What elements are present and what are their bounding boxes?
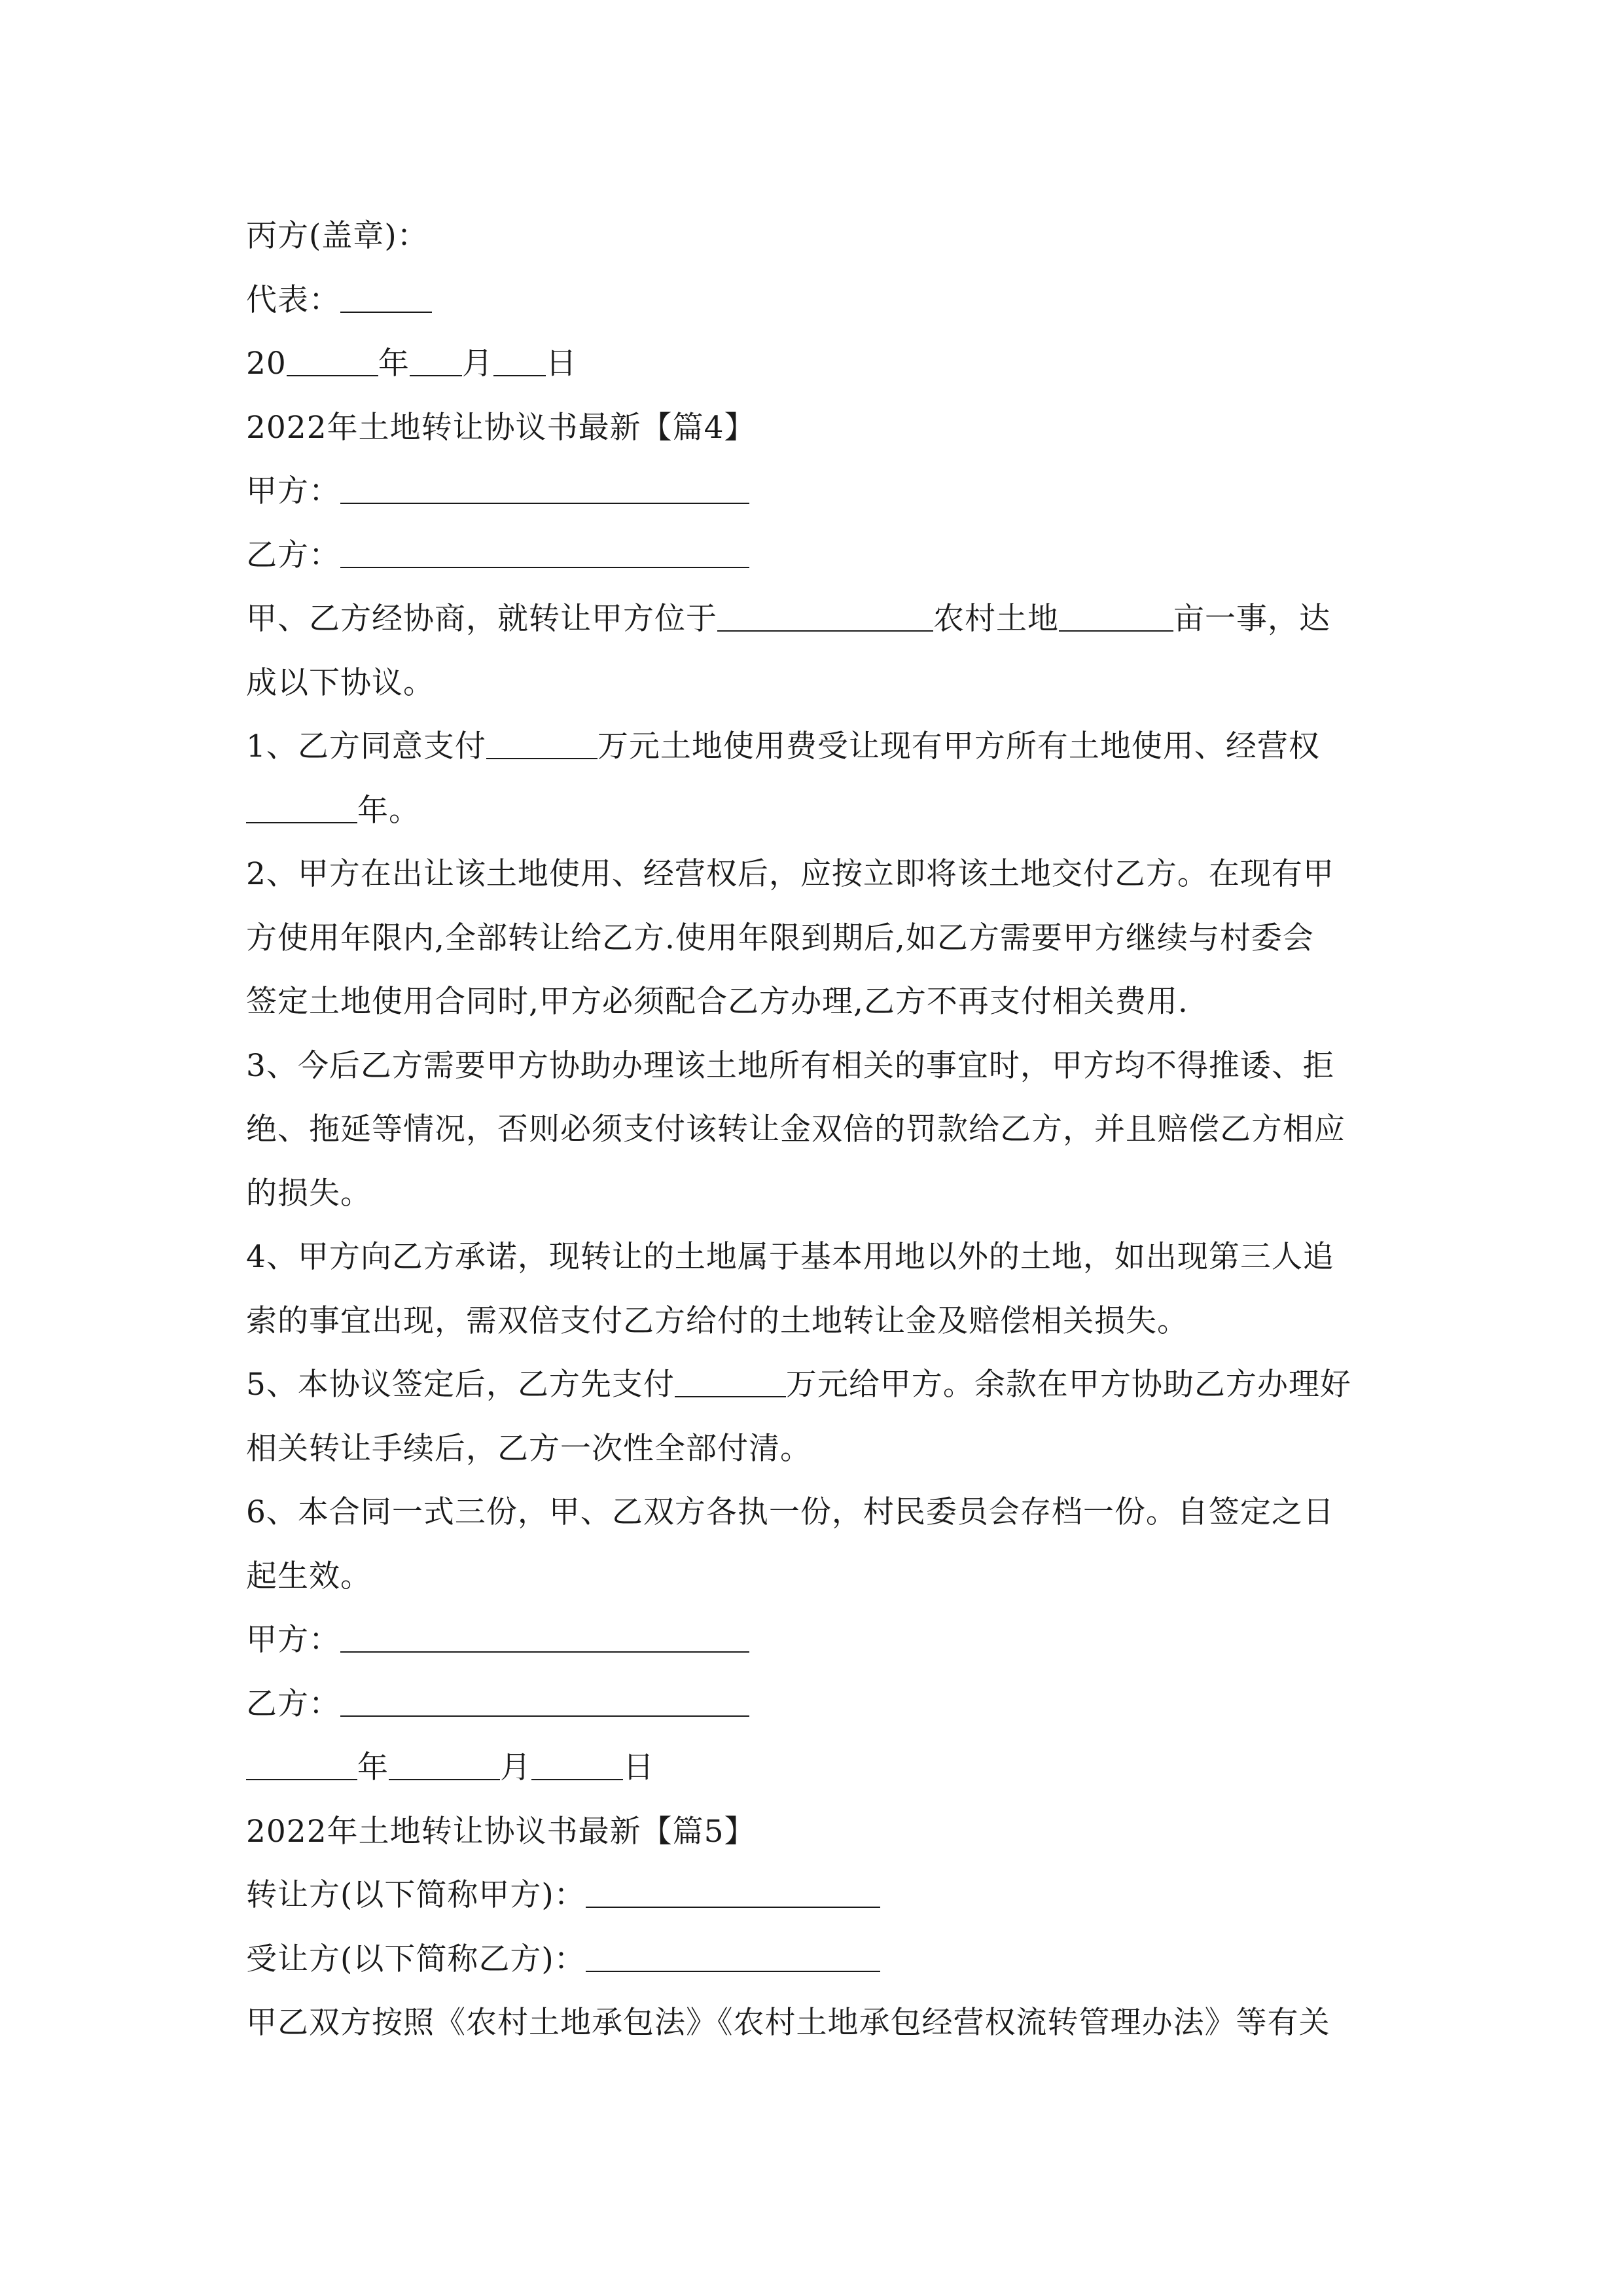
clause-6-text-2: 起生效。 bbox=[246, 1558, 372, 1594]
intro-text-b: 农村土地 bbox=[933, 601, 1059, 637]
paragraph-intro-line-2 bbox=[246, 651, 1377, 715]
clause-5-text-2: 相关转让手续后，乙方一次性全部付清。 bbox=[246, 1430, 812, 1467]
clause-6-line-2 bbox=[246, 1545, 1377, 1609]
year-blank[interactable] bbox=[287, 349, 378, 376]
term-years-blank[interactable] bbox=[246, 796, 357, 823]
clause-6-line-1 bbox=[246, 1480, 1377, 1545]
party-a-line bbox=[246, 459, 1377, 524]
party-b-line bbox=[246, 524, 1377, 588]
down-payment-blank[interactable] bbox=[675, 1370, 786, 1397]
month-blank-2[interactable] bbox=[389, 1753, 500, 1780]
year-blank-2[interactable] bbox=[246, 1753, 357, 1780]
signature-party-a-line bbox=[246, 1608, 1377, 1672]
clause-5-line-2 bbox=[246, 1417, 1377, 1481]
transferee-label: 受让方(以下简称乙方)： bbox=[246, 1941, 586, 1977]
clause-1-line-1 bbox=[246, 715, 1377, 779]
clause-2-line-1 bbox=[246, 842, 1377, 906]
month-label-2: 月 bbox=[500, 1749, 531, 1785]
signature-party-b-line bbox=[246, 1672, 1377, 1736]
document-body bbox=[246, 204, 1377, 2055]
section-5-intro-line bbox=[246, 1991, 1377, 2055]
party-a-blank[interactable] bbox=[340, 476, 749, 504]
clause-1-line-2 bbox=[246, 779, 1377, 843]
clause-3-line-1 bbox=[246, 1034, 1377, 1098]
section-5-intro-text: 甲乙双方按照《农村土地承包法》《农村土地承包经营权流转管理办法》等有关 bbox=[246, 2005, 1330, 2041]
clause-4-text-1: 4、甲方向乙方承诺，现转让的土地属于基本用地以外的土地，如出现第三人追 bbox=[246, 1239, 1334, 1275]
signature-party-a-blank[interactable] bbox=[340, 1625, 749, 1653]
clause-2-line-3 bbox=[246, 970, 1377, 1034]
year-label-2: 年 bbox=[357, 1749, 389, 1785]
clause-3-text-1: 3、今后乙方需要甲方协助办理该土地所有相关的事宜时，甲方均不得推诿、拒 bbox=[246, 1047, 1334, 1084]
clause-2-text-3: 签定土地使用合同时,甲方必须配合乙方办理,乙方不再支付相关费用. bbox=[246, 984, 1188, 1020]
representative-label: 代表： bbox=[246, 281, 340, 318]
signature-party-b-blank[interactable] bbox=[340, 1689, 749, 1717]
clause-1-text-b: 万元土地使用费受让现有甲方所有土地使用、经营权 bbox=[597, 728, 1320, 764]
section-title-4: 2022年土地转让协议书最新【篇4】 bbox=[246, 409, 756, 446]
transferor-label: 转让方(以下简称甲方)： bbox=[246, 1877, 586, 1913]
day-blank-2[interactable] bbox=[531, 1753, 623, 1780]
year-label: 年 bbox=[378, 346, 410, 382]
month-blank[interactable] bbox=[410, 349, 462, 376]
signature-party-a-label: 甲方： bbox=[246, 1622, 340, 1658]
transferee-line bbox=[246, 1928, 1377, 1992]
intro-text-a: 甲、乙方经协商，就转让甲方位于 bbox=[246, 601, 717, 637]
transferee-blank[interactable] bbox=[586, 1945, 880, 1972]
transferor-line bbox=[246, 1863, 1377, 1928]
clause-5-text-b: 万元给甲方。余款在甲方协助乙方办理好 bbox=[785, 1367, 1351, 1403]
clause-2-text-1: 2、甲方在出让该土地使用、经营权后，应按立即将该土地交付乙方。在现有甲 bbox=[246, 856, 1334, 892]
clause-3-line-2 bbox=[246, 1098, 1377, 1162]
representative-blank[interactable] bbox=[340, 285, 432, 313]
transferor-blank[interactable] bbox=[586, 1880, 880, 1908]
intro-text-c: 亩一事，达 bbox=[1173, 601, 1330, 637]
date-line-1 bbox=[246, 332, 1377, 396]
clause-2-text-2: 方使用年限内,全部转让给乙方.使用年限到期后,如乙方需要甲方继续与村委会 bbox=[246, 920, 1314, 956]
clause-1-text-a: 1、乙方同意支付 bbox=[246, 728, 486, 764]
signature-party-b-label: 乙方： bbox=[246, 1685, 340, 1722]
clause-5-text-a: 5、本协议签定后，乙方先支付 bbox=[246, 1367, 675, 1403]
day-label: 日 bbox=[545, 346, 577, 382]
date-line-2 bbox=[246, 1736, 1377, 1800]
date-prefix: 20 bbox=[246, 346, 287, 382]
clause-4-line-1 bbox=[246, 1225, 1377, 1289]
clause-3-line-3 bbox=[246, 1162, 1377, 1226]
clause-1-text-end: 年。 bbox=[357, 792, 420, 829]
month-label: 月 bbox=[461, 346, 493, 382]
land-location-blank[interactable] bbox=[717, 604, 933, 632]
clause-3-text-2: 绝、拖延等情况，否则必须支付该转让金双倍的罚款给乙方，并且赔偿乙方相应 bbox=[246, 1111, 1346, 1147]
clause-4-line-2 bbox=[246, 1289, 1377, 1354]
section-title-5: 2022年土地转让协议书最新【篇5】 bbox=[246, 1813, 756, 1850]
party-a-label: 甲方： bbox=[246, 473, 340, 509]
clause-2-line-2 bbox=[246, 906, 1377, 971]
representative-line bbox=[246, 268, 1377, 332]
intro-text-end: 成以下协议。 bbox=[246, 664, 435, 701]
fee-amount-blank[interactable] bbox=[486, 732, 597, 759]
day-label-2: 日 bbox=[623, 1749, 654, 1785]
clause-4-text-2: 索的事宜出现，需双倍支付乙方给付的土地转让金及赔偿相关损失。 bbox=[246, 1302, 1188, 1339]
party-c-seal-label: 丙方(盖章)： bbox=[246, 218, 429, 254]
party-b-blank[interactable] bbox=[340, 541, 749, 568]
section-heading-4 bbox=[246, 396, 1377, 460]
land-area-blank[interactable] bbox=[1059, 604, 1173, 632]
party-b-label: 乙方： bbox=[246, 537, 340, 573]
clause-6-text-1: 6、本合同一式三份，甲、乙双方各执一份，村民委员会存档一份。自签定之日 bbox=[246, 1494, 1334, 1530]
section-heading-5 bbox=[246, 1800, 1377, 1864]
clause-5-line-1 bbox=[246, 1353, 1377, 1417]
day-blank[interactable] bbox=[493, 349, 546, 376]
party-c-seal-line bbox=[246, 204, 1377, 268]
clause-3-text-3: 的损失。 bbox=[246, 1175, 372, 1211]
paragraph-intro-line-1 bbox=[246, 587, 1377, 651]
